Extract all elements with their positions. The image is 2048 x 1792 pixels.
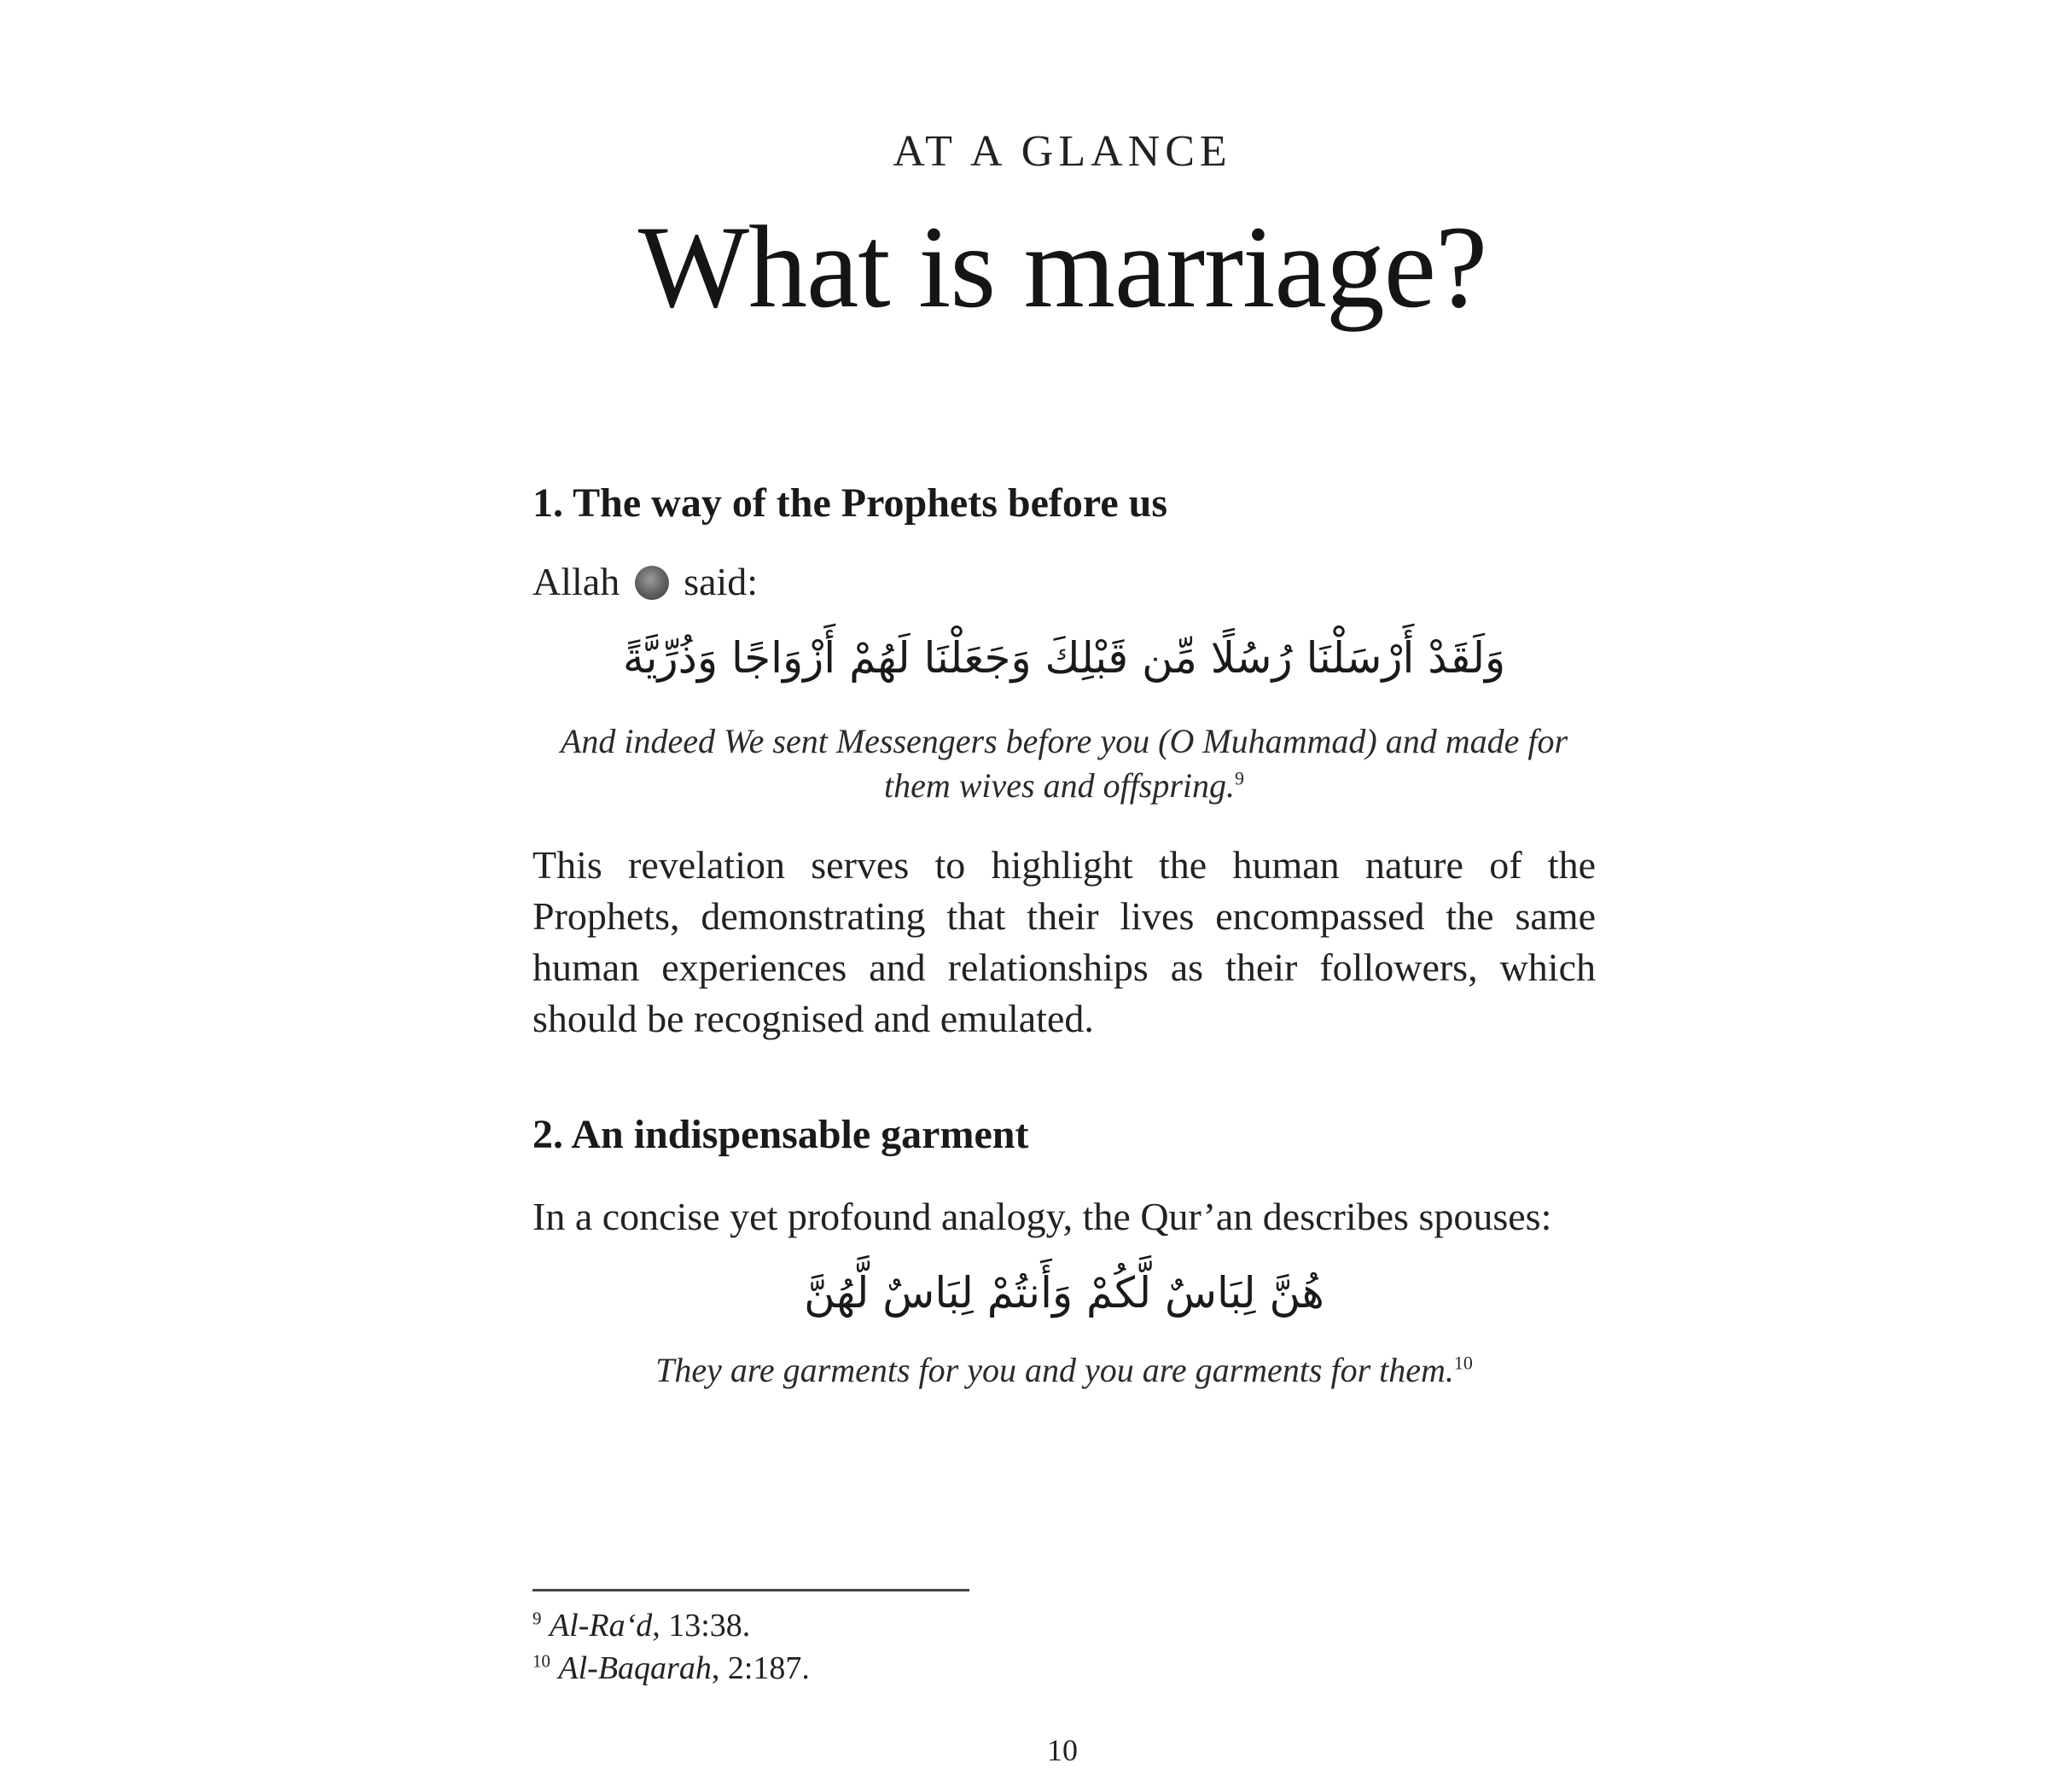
page-number: 10: [1047, 1733, 1078, 1767]
page-title: What is marriage?: [637, 201, 1487, 332]
section-2: [532, 1111, 1596, 1158]
footnote-ref: 10: [1453, 1352, 1473, 1374]
section-1-translation: [532, 719, 1596, 808]
section-1-body: [532, 840, 1596, 1044]
section-2-translation: [532, 1348, 1596, 1393]
footnote-item: [532, 1647, 810, 1690]
section-2-arabic: [532, 1268, 1596, 1318]
arabic-verse: وَلَقَدْ أَرْسَلْنَا رُسُلًا مِّن قَبْلِكَ وَجَعَلْنَا لَهُمْ أَزْوَاجًا وَذُرِّيَّةً: [622, 633, 1506, 683]
section-2-intro: [532, 1191, 1596, 1242]
footnote-divider: [532, 1589, 969, 1591]
intro-text: In a concise yet profound analogy, the Qur’an describes spouses:: [532, 1195, 1552, 1238]
verse-translation-line-2: them wives and offspring.: [883, 766, 1236, 805]
footnote-number: 10: [532, 1650, 550, 1672]
section-heading: 1. The way of the Prophets before us: [532, 480, 1167, 526]
section-heading: 2. An indispensable garment: [532, 1112, 1029, 1157]
honorific-seal-icon: [635, 566, 669, 600]
body-paragraph: This revelation serves to highlight the human nature of the Prophets, demonstrating that their lives encompassed the same human experiences and relationships as their followers, which should be recognised and emulated.: [532, 843, 1596, 1040]
footnote-source: Al-Ra‘d: [549, 1608, 653, 1644]
section-1-arabic: [532, 633, 1596, 683]
footnote-ref: 9: [1235, 767, 1245, 789]
footnote-ref-text: , 13:38.: [652, 1608, 751, 1644]
footnote-number: 9: [532, 1608, 542, 1629]
verse-translation: They are garments for you and you are garments for them.: [655, 1351, 1454, 1389]
footnote-source: Al-Baqarah: [558, 1650, 712, 1686]
chapter-kicker: AT A GLANCE: [893, 127, 1232, 176]
verse-translation-line-1: And indeed We sent Messengers before you (O Muhammad) and made for: [560, 722, 1568, 760]
section-1-intro: [532, 556, 1596, 608]
section-1: [532, 480, 1596, 527]
arabic-verse: هُنَّ لِبَاسٌ لَّكُمْ وَأَنتُمْ لِبَاسٌ لَّهُنَّ: [804, 1268, 1324, 1318]
intro-text-after: said:: [684, 560, 759, 603]
footnote-ref-text: , 2:187.: [711, 1650, 810, 1686]
intro-text-before: Allah: [532, 560, 620, 603]
footnote-item: [532, 1604, 810, 1647]
footnotes: [532, 1604, 810, 1690]
